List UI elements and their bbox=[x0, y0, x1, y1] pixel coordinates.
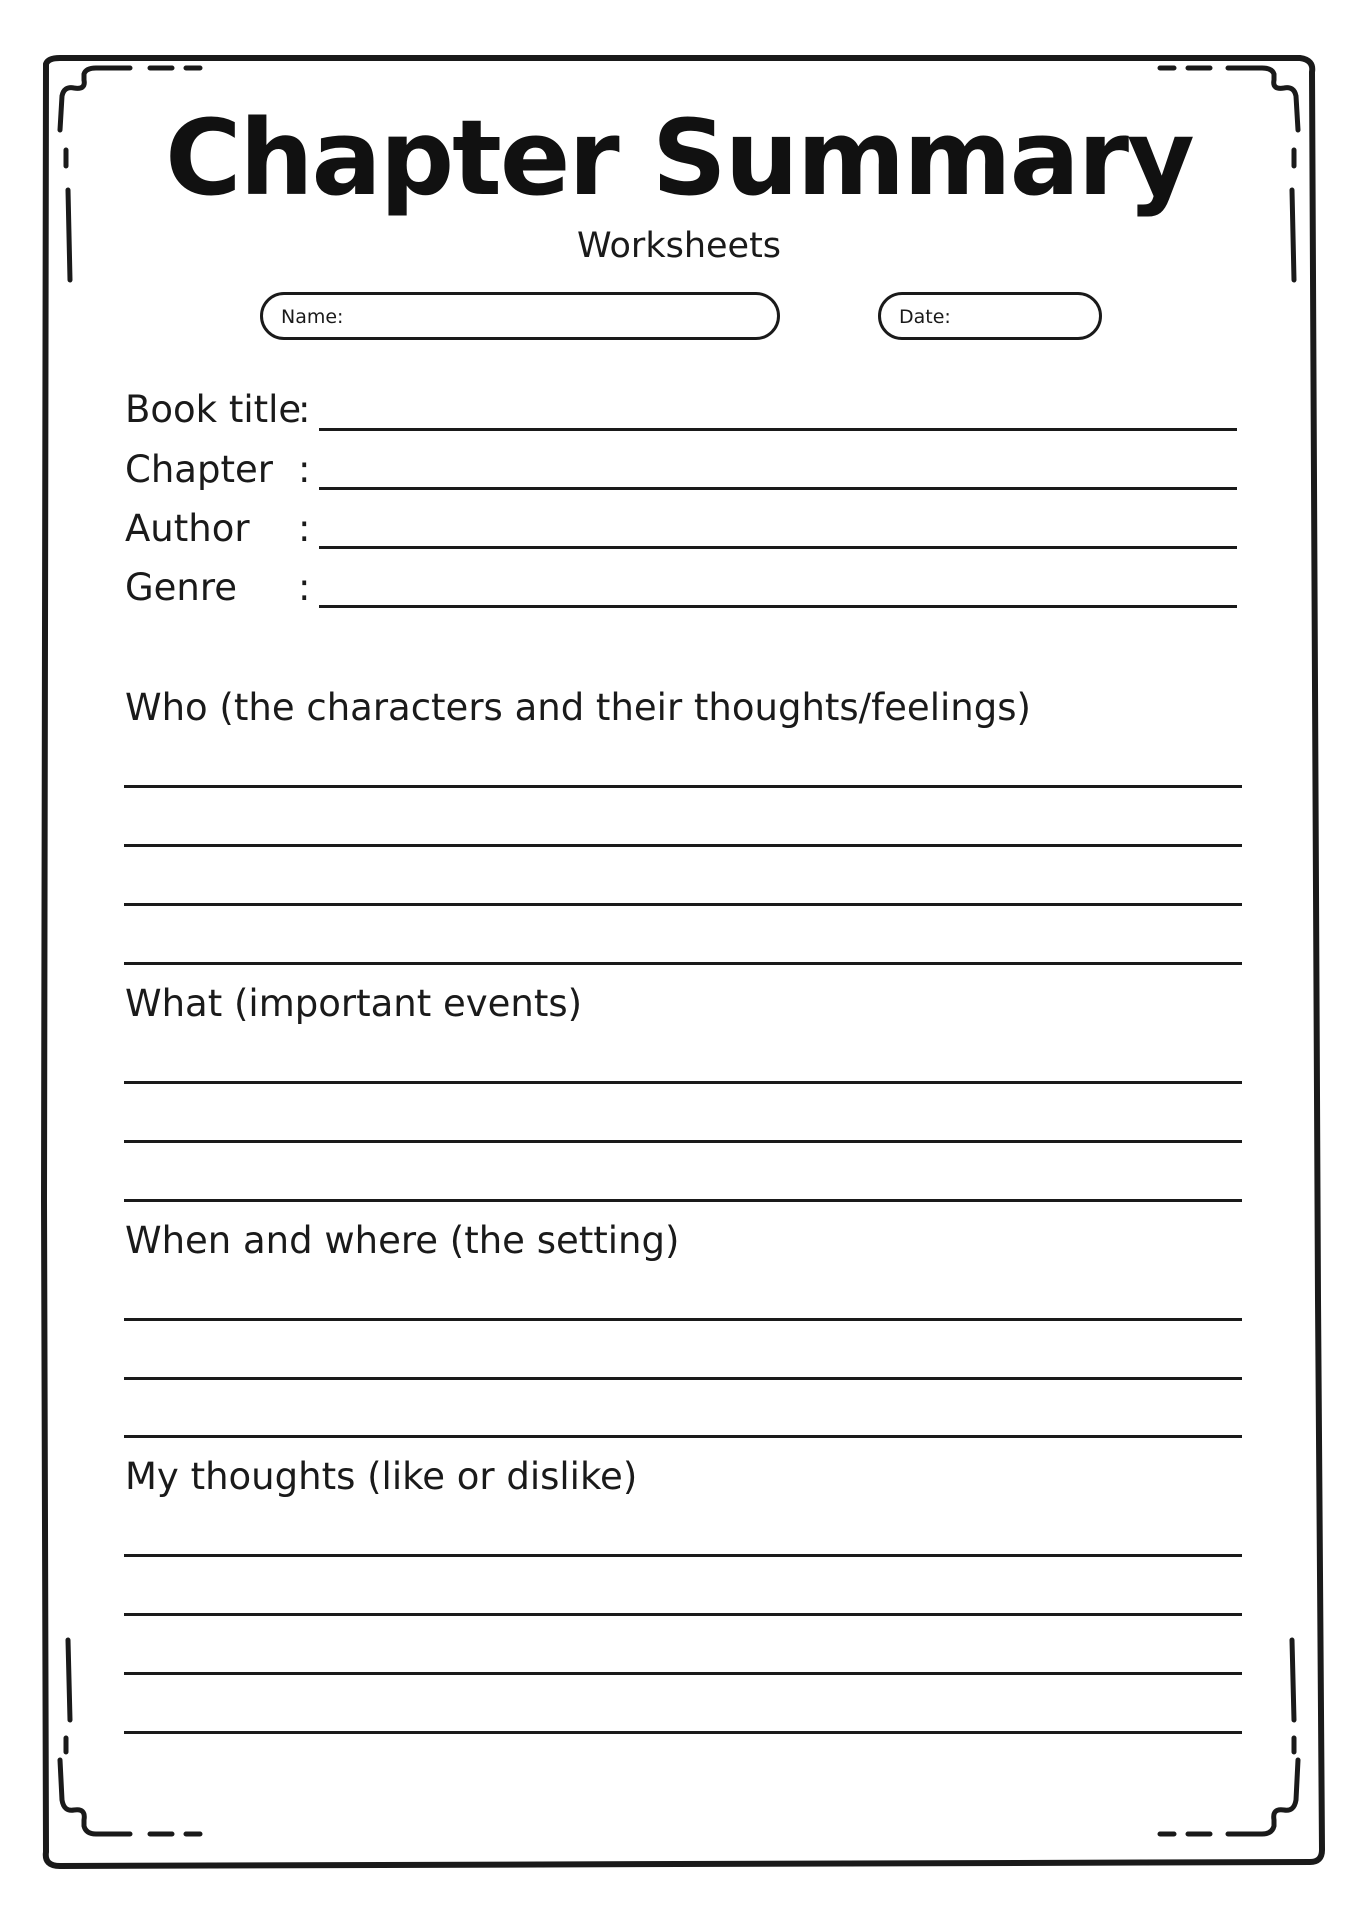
book-title-label: Book title bbox=[125, 388, 302, 431]
chapter-label: Chapter bbox=[125, 448, 273, 491]
section-heading-when-where: When and where (the setting) bbox=[125, 1219, 680, 1262]
writing-line[interactable] bbox=[124, 1613, 1242, 1616]
writing-line[interactable] bbox=[124, 1318, 1242, 1321]
author-line[interactable] bbox=[319, 546, 1237, 549]
genre-label: Genre bbox=[125, 566, 238, 609]
writing-line[interactable] bbox=[124, 1731, 1242, 1734]
writing-line[interactable] bbox=[124, 903, 1242, 906]
chapter-line[interactable] bbox=[319, 487, 1237, 490]
writing-line[interactable] bbox=[124, 1672, 1242, 1675]
writing-line[interactable] bbox=[124, 1435, 1242, 1438]
genre-line[interactable] bbox=[319, 605, 1237, 608]
author-label: Author bbox=[125, 507, 250, 550]
writing-line[interactable] bbox=[124, 1081, 1242, 1084]
author-colon: : bbox=[298, 507, 311, 550]
writing-line[interactable] bbox=[124, 785, 1242, 788]
date-field[interactable] bbox=[878, 292, 1102, 340]
page-title: Chapter Summary bbox=[165, 97, 1193, 219]
book-title-line[interactable] bbox=[319, 428, 1237, 431]
section-heading-what: What (important events) bbox=[125, 982, 583, 1025]
chapter-colon: : bbox=[298, 448, 311, 491]
writing-line[interactable] bbox=[124, 1377, 1242, 1380]
writing-line[interactable] bbox=[124, 1140, 1242, 1143]
date-field-label: Date: bbox=[899, 306, 951, 328]
writing-line[interactable] bbox=[124, 1554, 1242, 1557]
writing-line[interactable] bbox=[124, 844, 1242, 847]
genre-colon: : bbox=[298, 566, 311, 609]
writing-line[interactable] bbox=[124, 962, 1242, 965]
name-field-label: Name: bbox=[281, 306, 344, 328]
section-heading-my-thoughts: My thoughts (like or dislike) bbox=[125, 1455, 638, 1498]
page-subtitle: Worksheets bbox=[576, 226, 782, 266]
writing-line[interactable] bbox=[124, 1199, 1242, 1202]
book-title-colon: : bbox=[298, 388, 311, 431]
section-heading-who: Who (the characters and their thoughts/feelings) bbox=[125, 686, 1031, 729]
name-field[interactable] bbox=[260, 292, 780, 340]
